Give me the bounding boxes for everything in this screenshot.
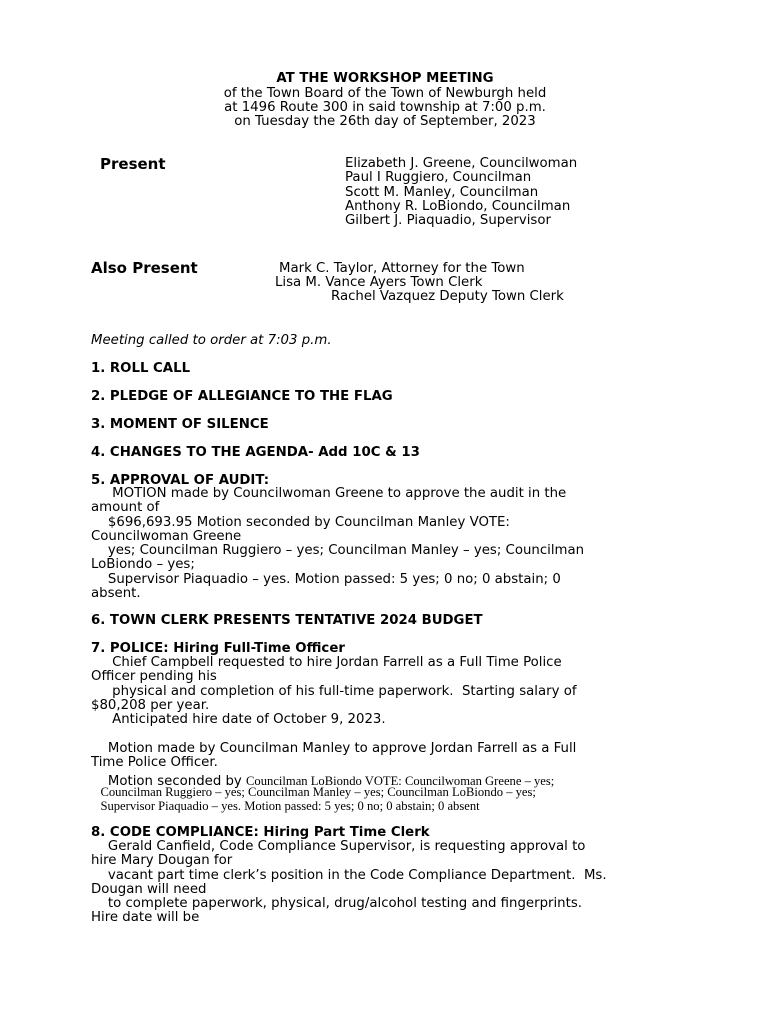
text-line: Councilwoman Greene [91,528,242,544]
text-line: to complete paperwork, physical, drug/alcohol testing and fingerprints. [91,896,582,912]
text-line: Motion made by Councilman Manley to approve Jordan Farrell as a Full [91,741,577,756]
text-line: $696,693.95 Motion seconded by Councilman Manley VOTE: [91,514,510,530]
item-code-compliance-heading: 8. CODE COMPLIANCE: Hiring Part Time Clerk [91,825,430,840]
police-request-text [91,656,577,727]
code-compliance-text [91,840,607,926]
text-line: yes; Councilman Ruggiero – yes; Councilman Manley – yes; Councilman [91,543,585,559]
text-line: Councilman LoBiondo VOTE: Councilwoman Greene – yes; [246,774,555,788]
police-motion-text [91,742,576,771]
item-budget: 6. TOWN CLERK PRESENTS TENTATIVE 2024 BUDGET [91,613,483,628]
also-present-member: Mark C. Taylor, Attorney for the Town [279,261,525,276]
also-present-member: Lisa M. Vance Ayers Town Clerk [275,275,483,290]
text-line: Councilman Ruggiero – yes; Councilman Manley – yes; Councilman LoBiondo – yes; [91,785,536,799]
text-line: amount of [91,500,160,516]
text-line: Hire date will be [91,910,200,926]
text-line: vacant part time clerk’s position in the Code Compliance Department. Ms. [91,867,607,883]
text-line: Supervisor Piaquadio – yes. Motion passed: 5 yes; 0 no; 0 abstain; 0 [91,571,561,587]
text-line: $80,208 per year. [91,697,210,713]
text-line: Officer pending his [91,669,217,685]
text-line: Anticipated hire date of October 9, 2023. [91,712,386,728]
item-roll-call: 1. ROLL CALL [91,361,191,376]
text-line: absent. [91,586,141,602]
text-line: Gerald Canfield, Code Compliance Supervisor, is requesting approval to [91,839,586,854]
text-line: physical and completion of his full-time paperwork. Starting salary of [91,683,577,699]
called-to-order: Meeting called to order at 7:03 p.m. [91,333,332,348]
text-line: Time Police Officer. [91,755,218,771]
present-member: Elizabeth J. Greene, Councilwoman [345,156,578,171]
text-line: Dougan will need [91,881,207,897]
text-line: Supervisor Piaquadio – yes. Motion passed: 5 yes; 0 no; 0 abstain; 0 absent [91,799,480,814]
audit-motion-text [91,487,584,601]
item-police-heading: 7. POLICE: Hiring Full-Time Officer [91,641,345,656]
police-vote-text [91,785,536,814]
present-list [345,157,577,228]
meeting-subtitle-line: at 1496 Route 300 in said township at 7:00 p.m. [224,100,546,115]
text-line: Chief Campbell requested to hire Jordan Farrell as a Full Time Police [91,655,562,670]
text-line: MOTION made by Councilwoman Greene to approve the audit in the [91,486,567,501]
meeting-subtitle-line: on Tuesday the 26th day of September, 2023 [234,114,536,129]
text-line: Motion seconded by [91,774,247,789]
present-member: Paul I Ruggiero, Councilman [345,170,532,186]
item-agenda-changes: 4. CHANGES TO THE AGENDA- Add 10C & 13 [91,445,420,460]
present-label: Present [100,155,166,173]
present-member: Anthony R. LoBiondo, Councilman [345,198,571,214]
meeting-subtitle-line: of the Town Board of the Town of Newburgh held [223,86,547,101]
item-audit-heading: 5. APPROVAL OF AUDIT: [91,473,270,488]
also-present-member: Rachel Vazquez Deputy Town Clerk [331,289,564,304]
item-pledge: 2. PLEDGE OF ALLEGIANCE TO THE FLAG [91,389,393,404]
meeting-title: AT THE WORKSHOP MEETING [276,71,494,86]
present-member: Gilbert J. Piaquadio, Supervisor [345,213,551,229]
item-moment-of-silence: 3. MOMENT OF SILENCE [91,417,269,432]
also-present-label: Also Present [91,259,198,277]
present-member: Scott M. Manley, Councilman [345,184,539,200]
text-line: hire Mary Dougan for [91,853,233,869]
text-line: LoBiondo – yes; [91,557,195,573]
